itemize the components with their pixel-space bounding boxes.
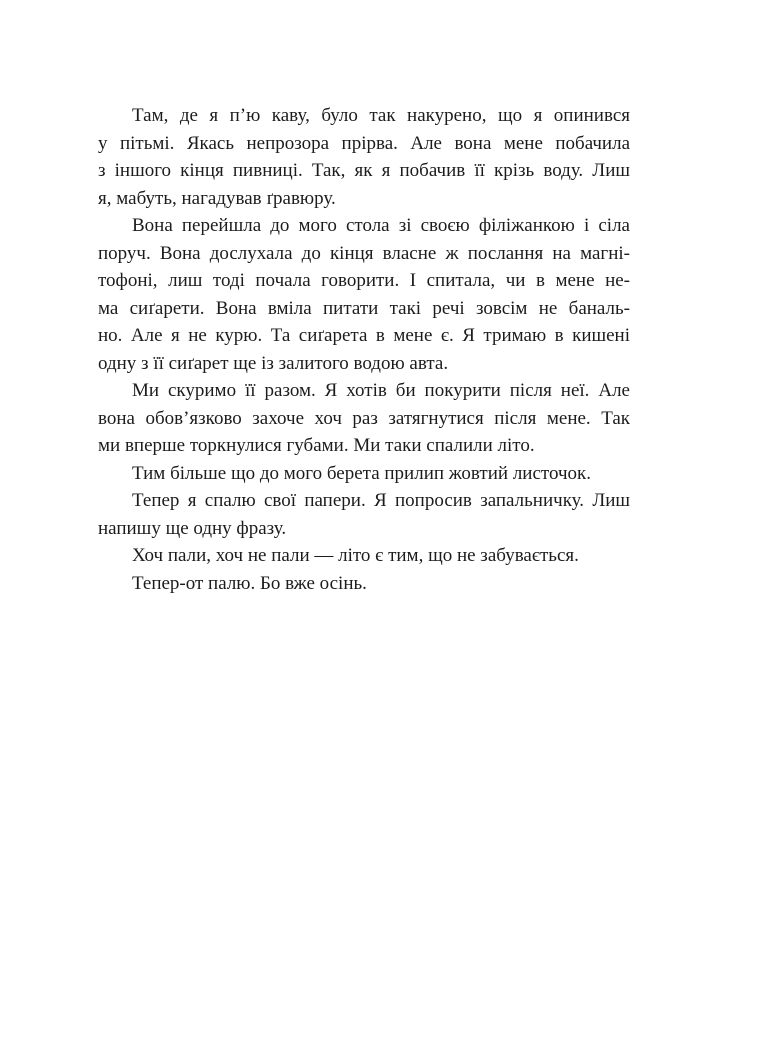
- text-line: з іншого кінця пивниці. Так, як я побачив її крізь воду. Лиш: [98, 160, 630, 181]
- text-line: ма сиґарети. Вона вміла питати такі речі зовсім не баналь-: [98, 297, 630, 319]
- text-line: Тепер я спалю свої папери. Я попросив запальничку. Лиш: [132, 490, 630, 511]
- text-line: поруч. Вона дослухала до кінця власне ж послання на магні-: [98, 242, 630, 264]
- text-line: Хоч пали, хоч не пали — літо є тим, що не забувається.: [132, 545, 579, 566]
- text-line: тофоні, лиш тоді почала говорити. І спитала, чи в мене не-: [98, 270, 630, 291]
- paragraph: [98, 377, 630, 460]
- paragraph: [98, 542, 630, 570]
- text-line: Тим більше що до мого берета прилип жовтий листочок.: [132, 462, 591, 484]
- text-block: [98, 102, 630, 597]
- text-line: Тепер-от палю. Бо вже осінь.: [132, 572, 367, 594]
- text-line: но. Але я не курю. Та сиґарета в мене є. Я тримаю в кишені: [98, 325, 630, 346]
- text-line: я, мабуть, нагадував ґравюру.: [98, 187, 336, 209]
- paragraph: [98, 102, 630, 212]
- paragraph: [98, 570, 630, 598]
- text-line: Ми скуримо її разом. Я хотів би покурити після неї. Але: [132, 380, 630, 401]
- text-line: у пітьмі. Якась непрозора прірва. Але вона мене побачила: [98, 132, 630, 154]
- text-line: одну з її сиґарет ще із залитого водою авта.: [98, 352, 449, 374]
- text-line: ми вперше торкнулися губами. Ми таки спалили літо.: [98, 435, 535, 456]
- paragraph: [98, 212, 630, 377]
- text-line: напишу ще одну фразу.: [98, 517, 287, 539]
- paragraph: [98, 487, 630, 542]
- text-line: Вона перейшла до мого стола зі своєю філіжанкою і сіла: [132, 215, 630, 236]
- text-line: Там, де я п’ю каву, було так накурено, що я опинився: [132, 105, 630, 126]
- text-line: вона обов’язково захоче хоч раз затягнутися після мене. Так: [98, 407, 630, 429]
- paragraph: [98, 460, 630, 488]
